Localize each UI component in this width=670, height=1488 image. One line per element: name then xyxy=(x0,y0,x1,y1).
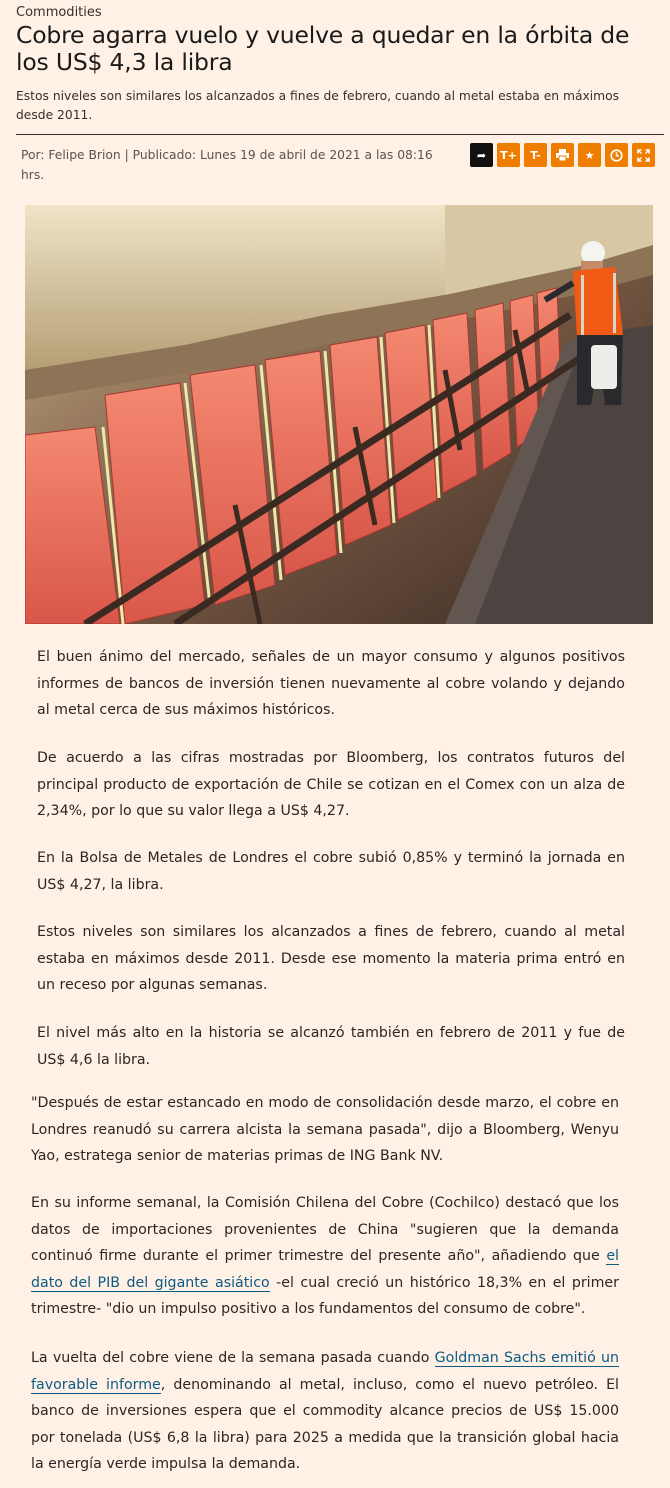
font-increase-button[interactable]: T+ xyxy=(497,143,520,167)
paragraph-text: -el cual creció un histórico 18,3% en el primer trimestre- "dio un impulso positivo a los fundamentos del consumo de cobre". xyxy=(31,1274,619,1317)
favorite-button[interactable] xyxy=(578,143,601,167)
print-button[interactable] xyxy=(551,143,574,167)
article-photo xyxy=(25,205,653,624)
article-standfirst: Estos niveles son similares los alcanzados a fines de febrero, cuando al metal estaba en máximos desde 2011. xyxy=(16,89,620,122)
article-headline: Cobre agarra vuelo y vuelve a quedar en la órbita de los US$ 4,3 la libra xyxy=(16,21,630,76)
goldman-sachs-link[interactable]: Goldman Sachs emitió un favorable informe xyxy=(31,1350,619,1393)
paragraph-text: La vuelta del cobre viene de la semana pasada cuando xyxy=(31,1350,435,1366)
pib-china-link[interactable]: el dato del PIB del gigante asiático xyxy=(31,1248,619,1291)
font-decrease-button[interactable]: T- xyxy=(524,143,547,167)
paragraph-text: En su informe semanal, la Comisión Chilena del Cobre (Cochilco) destacó que los datos de importaciones provenientes de China "sugieren que la demanda continuó firme durante el primer trimestre del presente año", añadiendo que xyxy=(31,1195,619,1264)
body-paragraph xyxy=(31,1190,619,1323)
print-icon xyxy=(556,149,569,161)
section-label[interactable]: Commodities xyxy=(16,5,102,20)
body-paragraph: De acuerdo a las cifras mostradas por Bloomberg, los contratos futuros del principal producto de exportación de Chile se cotizan en el Comex con un alza de 2,34%, por lo que su valor llega a US$ 4,27. xyxy=(37,750,625,819)
paragraph-text: , denominando al metal, incluso, como el nuevo petróleo. El banco de inversiones espera que el commodity alcance precios de US$ 15.000 por tonelada (US$ 6,8 la libra) para 2025 a medida que la transición global hacia la energía verde impulsa la demanda. xyxy=(31,1376,620,1472)
clock-icon xyxy=(610,149,623,162)
share-button[interactable] xyxy=(470,143,493,167)
body-paragraph: Estos niveles son similares los alcanzados a fines de febrero, cuando al metal estaba en máximos desde 2011. Desde ese momento la materia prima entró en un receso por algunas semanas. xyxy=(37,924,625,993)
body-paragraph: En la Bolsa de Metales de Londres el cobre subió 0,85% y terminó la jornada en US$ 4,27, la libra. xyxy=(37,850,625,893)
expand-icon xyxy=(637,149,650,162)
body-paragraph xyxy=(31,1345,619,1478)
star-icon: ★ xyxy=(584,148,595,162)
article-toolbar xyxy=(470,143,655,167)
fullscreen-button[interactable] xyxy=(632,143,655,167)
article-byline: Por: Felipe Brion | Publicado: Lunes 19 de abril de 2021 a las 08:16 hrs. xyxy=(21,148,433,182)
body-paragraph: "Después de estar estancado en modo de consolidación desde marzo, el cobre en Londres reanudó su carrera alcista la semana pasada", dijo a Bloomberg, Wenyu Yao, estratega senior de materias primas de ING Bank NV. xyxy=(31,1095,619,1164)
header-divider xyxy=(16,134,664,135)
history-button[interactable] xyxy=(605,143,628,167)
body-paragraph: El nivel más alto en la historia se alcanzó también en febrero de 2011 y fue de US$ 4,6 la libra. xyxy=(37,1025,625,1068)
body-paragraph: El buen ánimo del mercado, señales de un mayor consumo y algunos positivos informes de bancos de inversión tienen nuevamente al cobre volando y dejando al metal cerca de sus máximos históricos. xyxy=(37,649,625,718)
share-icon: ➦ xyxy=(476,148,487,162)
